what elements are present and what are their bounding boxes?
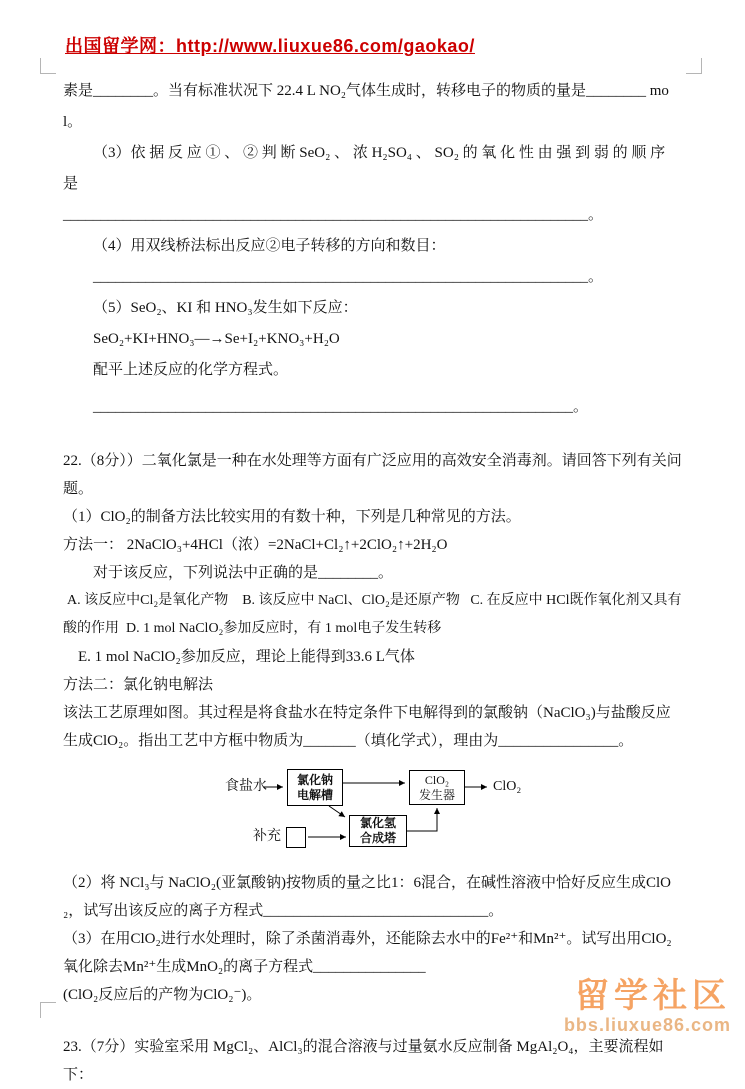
option-e: E. 1 mol NaClO₂参加反应，理论上能得到33.6 L气体 bbox=[78, 649, 415, 665]
answer-blank-line-3: ________________________________________________________________。 bbox=[93, 399, 589, 415]
electrolysis-cell-label-line1: 氯化钠 bbox=[296, 772, 333, 787]
generator-label-line1: ClO₂ bbox=[424, 772, 450, 787]
question-22-part1: （1）ClO₂的制备方法比较实用的有数十种，下列是几种常见的方法。 bbox=[63, 509, 521, 525]
crop-mark-top-right bbox=[686, 58, 702, 74]
question-22-part3: （3）在用ClO₂进行水处理时，除了杀菌消毒外，还能除去水中的Fe²⁺和Mn²⁺。试写出用ClO₂氧化除去Mn²⁺生成MnO₂的离子方程式_______________ bbox=[63, 931, 672, 975]
site-name: 出国留学网： bbox=[65, 36, 176, 56]
arrow-tower-to-generator bbox=[407, 808, 437, 831]
site-header bbox=[65, 32, 475, 58]
question-21-part5: （5）SeO₂、KI 和 HNO₃发生如下反应： bbox=[93, 300, 358, 316]
tower-label-line1: 氯化氢 bbox=[359, 816, 396, 830]
diagram-box-hcl-synthesis-tower bbox=[349, 815, 407, 847]
chemical-equation-unbalanced: SeO₂+KI+HNO₃—→Se+I₂+KNO₃+H₂O bbox=[93, 331, 340, 347]
arrow-cell-to-tower bbox=[329, 806, 345, 817]
method-one-equation: 方法一： 2NaClO₃+4HCl（浓）=2NaCl+Cl₂↑+2ClO₂↑+2H₂O bbox=[63, 537, 448, 553]
answer-blank-line-1: ______________________________________________________________________。 bbox=[63, 207, 604, 223]
question-21-part3: （3）依 据 反 应 ① 、 ② 判 断 SeO₂ 、 浓 H₂SO₄ 、 SO₂ 的 氧 化 性 由 强 到 弱 的 顺 序 是 bbox=[63, 145, 669, 192]
diagram-label-brine: 食盐水 bbox=[225, 779, 267, 794]
electrolysis-cell-label-line2: 电解槽 bbox=[296, 787, 333, 802]
question-21-continuation: 素是________。当有标准状况下 22.4 L NO₂气体生成时，转移电子的物质的量是________ mol。 bbox=[63, 83, 669, 130]
question-22-part1-ask: 对于该反应，下列说法中正确的是________。 bbox=[93, 565, 394, 581]
question-22-heading: 22.（8分））二氧化氯是一种在水处理等方面有广泛应用的高效安全消毒剂。请回答下列有关问题。 bbox=[63, 453, 682, 497]
diagram-box-clo2-generator bbox=[409, 770, 465, 805]
tower-label-line2: 合成塔 bbox=[359, 831, 396, 845]
question-22-part3-note: (ClO₂反应后的产物为ClO₂⁻)。 bbox=[63, 987, 262, 1003]
question-21-part4: （4）用双线桥法标出反应②电子转移的方向和数目： bbox=[93, 238, 446, 254]
site-url-link[interactable]: http://www.liuxue86.com/gaokao/ bbox=[176, 36, 475, 56]
document-body bbox=[63, 76, 683, 1089]
generator-label-line2: 发生器 bbox=[418, 787, 455, 802]
process-flow-diagram bbox=[223, 763, 543, 863]
question-22-part2: （2）将 NCl₃与 NaClO₂(亚氯酸钠)按物质的量之比1：6混合，在碱性溶液中恰好反应生成ClO₂，试写出该反应的离子方程式______________________________。 bbox=[63, 875, 671, 919]
watermark-url: bbs.liuxue86.com bbox=[563, 1015, 731, 1035]
method-two-heading: 方法二：氯化钠电解法 bbox=[63, 677, 214, 693]
question-23-heading: 23.（7分）实验室采用 MgCl₂、AlCl₃的混合溶液与过量氨水反应制备 MgAl₂O₄，主要流程如下： bbox=[63, 1039, 664, 1083]
diagram-label-clo2-output: ClO₂ bbox=[493, 779, 522, 794]
method-two-description: 该法工艺原理如图。其过程是将食盐水在特定条件下电解得到的氯酸钠（NaClO₃)与盐酸反应生成ClO₂。指出工艺中方框中物质为_______（填化学式），理由为________________。 bbox=[63, 705, 671, 749]
crop-mark-top-left bbox=[40, 58, 56, 74]
diagram-arrows bbox=[223, 763, 543, 863]
options-a-to-d: A. 该反应中Cl₂是氧化产物 B. 该反应中 NaCl、ClO₂是还原产物 C. 在反应中 HCl既作氧化剂又具有酸的作用 D. 1 mol NaClO₂参加反应时，有 1 mol电子发生转移 bbox=[63, 593, 682, 636]
answer-blank-line-2: __________________________________________________________________。 bbox=[93, 269, 604, 285]
diagram-box-electrolysis-cell bbox=[287, 769, 343, 806]
diagram-box-supplement-blank bbox=[286, 827, 306, 848]
balance-equation-instruction: 配平上述反应的化学方程式。 bbox=[93, 362, 289, 378]
watermark-title: 留学社区 bbox=[575, 977, 731, 1015]
diagram-label-supplement: 补充 bbox=[253, 829, 281, 844]
crop-mark-bottom-left bbox=[40, 1002, 56, 1018]
